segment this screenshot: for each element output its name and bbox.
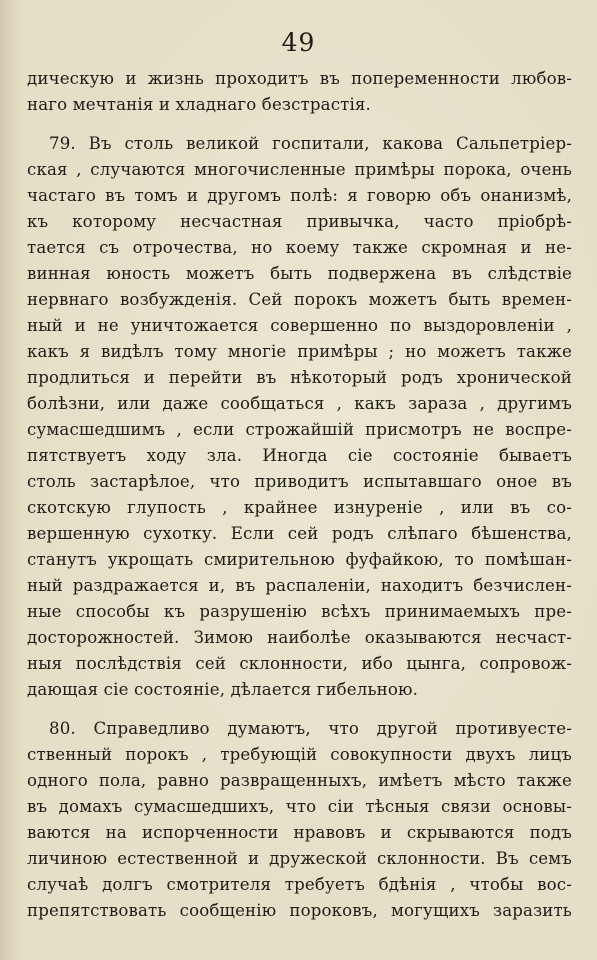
page-number: 49 (281, 28, 316, 57)
text-line: въ домахъ сумасшедшихъ, что сіи тѣсныя связи основы- (27, 797, 572, 816)
text-line: станутъ укрощать смирительною фуфайкою, то помѣшан- (27, 550, 572, 569)
text-line: нервнаго возбужденія. Сей порокъ можетъ быть времен- (27, 290, 572, 309)
text-line: ваются на испорченности нравовъ и скрываются подъ (27, 823, 572, 842)
text-line: тается съ отрочества, но коему также скромная и не- (27, 238, 572, 257)
text-line: вершенную сухотку. Если сей родъ слѣпаго бѣшенства, (27, 524, 572, 543)
text-line: наго мечтанія и хладнаго безстрастія. (27, 95, 371, 114)
text-line: болѣзни, или даже сообщаться , какъ зараза , другимъ (27, 394, 572, 413)
text-line: къ которому несчастная привычка, часто пріобрѣ- (27, 212, 572, 231)
text-line: 80. Справедливо думаютъ, что другой противуесте- (49, 719, 572, 738)
text-line: ныя послѣдствія сей склонности, ибо цынга, сопровож- (27, 654, 572, 673)
text-line: ный и не уничтожается совершенно по выздоровленіи , (27, 316, 572, 335)
text-line: случаѣ долгъ смотрителя требуетъ бдѣнія , чтобы вос- (27, 875, 572, 894)
body-text (27, 66, 572, 924)
text-line: ская , случаются многочисленные примѣры порока, очень (27, 160, 572, 179)
text-line: ные способы къ разрушенію всѣхъ принимаемыхъ пре- (27, 602, 572, 621)
text-line: столь застарѣлое, что приводитъ испытавшаго оное въ (27, 472, 572, 491)
text-line: одного пола, равно развращенныхъ, имѣетъ мѣсто также (27, 771, 572, 790)
text-line: пятствуетъ ходу зла. Иногда сіе состояніе бываетъ (27, 446, 572, 465)
text-line: ный раздражается и, въ распаленіи, находитъ безчислен- (27, 576, 572, 595)
text-line: 79. Въ столь великой госпитали, какова Сальпетріер- (49, 134, 572, 153)
text-line: досторожностей. Зимою наиболѣе оказываются несчаст- (27, 628, 572, 647)
text-line: препятствовать сообщенію пороковъ, могущихъ заразить (27, 901, 572, 920)
text-line: ственный порокъ , требующій совокупности двухъ лицъ (27, 745, 572, 764)
text-line: скотскую глупость , крайнее изнуреніе , или въ со- (27, 498, 572, 517)
text-line: винная юность можетъ быть подвержена въ слѣдствіе (27, 264, 572, 283)
text-line: сумасшедшимъ , если строжайшій присмотръ не воспре- (27, 420, 572, 439)
text-line: частаго въ томъ и другомъ полѣ: я говорю объ онанизмѣ, (27, 186, 572, 205)
text-line: личиною естественной и дружеской склонности. Въ семъ (27, 849, 572, 868)
text-line: дическую и жизнь проходитъ въ попеременности любов- (27, 69, 572, 88)
text-line: какъ я видѣлъ тому многіе примѣры ; но можетъ также (27, 342, 572, 361)
text-line: дающая сіе состояніе, дѣлается гибельною. (27, 680, 419, 699)
text-line: продлиться и перейти въ нѣкоторый родъ хронической (27, 368, 572, 387)
